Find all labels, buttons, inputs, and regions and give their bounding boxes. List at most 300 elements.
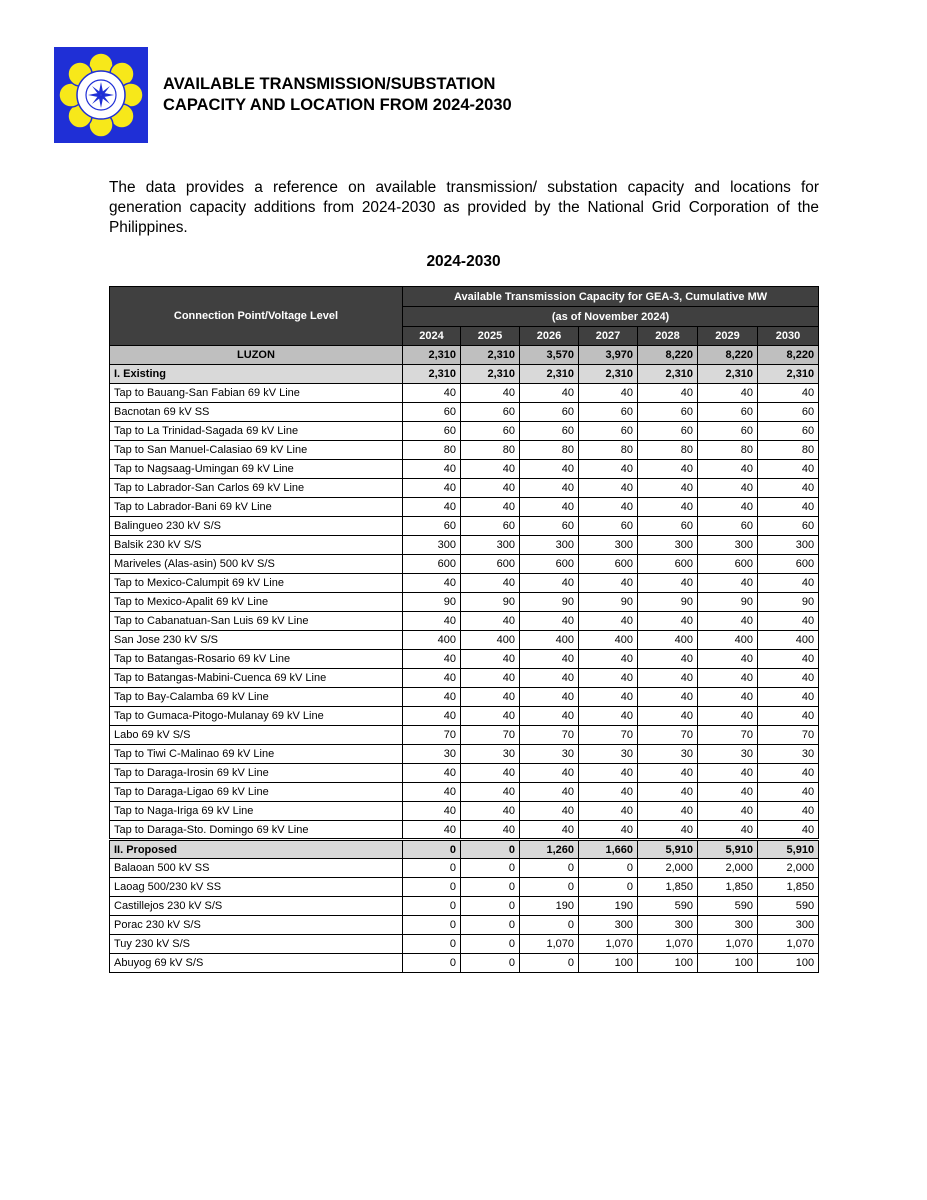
table-row-value: 0 xyxy=(520,954,579,973)
table-row-value: 40 xyxy=(461,764,520,783)
table-row-value: 40 xyxy=(698,707,758,726)
region-row-value: 8,220 xyxy=(758,346,819,365)
table-row-value: 40 xyxy=(520,802,579,821)
year-header-2025: 2025 xyxy=(461,327,520,346)
table-row-value: 40 xyxy=(698,650,758,669)
year-header-2029: 2029 xyxy=(698,327,758,346)
table-row-value: 40 xyxy=(758,612,819,631)
table-row-value: 40 xyxy=(520,574,579,593)
table-row-value: 40 xyxy=(579,574,638,593)
table-row-value: 40 xyxy=(579,669,638,688)
region-row-value: 8,220 xyxy=(638,346,698,365)
table-row-value: 40 xyxy=(520,821,579,840)
doe-seal-icon xyxy=(54,47,148,143)
table-row xyxy=(110,631,819,650)
table-row-value: 40 xyxy=(579,821,638,840)
table-row-value: 40 xyxy=(638,479,698,498)
table-row-value: 40 xyxy=(638,669,698,688)
table-row-value: 1,850 xyxy=(758,878,819,897)
table-row xyxy=(110,403,819,422)
table-row-value: 40 xyxy=(403,783,461,802)
section-row-value: 2,310 xyxy=(403,365,461,384)
table-row-value: 60 xyxy=(638,422,698,441)
table-row-value: 40 xyxy=(461,479,520,498)
table-row xyxy=(110,650,819,669)
table-row-value: 600 xyxy=(638,555,698,574)
table-row-value: 40 xyxy=(461,688,520,707)
table-row-value: 40 xyxy=(698,764,758,783)
table-row xyxy=(110,954,819,973)
table-row-value: 40 xyxy=(638,802,698,821)
table-row-value: 590 xyxy=(698,897,758,916)
table-row-value: 40 xyxy=(638,574,698,593)
table-row-value: 400 xyxy=(461,631,520,650)
table-row-value: 40 xyxy=(403,764,461,783)
table-row-value: 70 xyxy=(520,726,579,745)
table-row-value: 40 xyxy=(758,707,819,726)
table-row-value: 30 xyxy=(638,745,698,764)
table-row-label: Tap to Labrador-San Carlos 69 kV Line xyxy=(110,479,403,498)
table-row-value: 40 xyxy=(461,821,520,840)
table-row-value: 0 xyxy=(403,859,461,878)
year-header-2026: 2026 xyxy=(520,327,579,346)
table-row-value: 40 xyxy=(758,650,819,669)
capacity-table xyxy=(109,286,819,973)
table-row-value: 1,070 xyxy=(638,935,698,954)
section-row-label: II. Proposed xyxy=(110,840,403,859)
table-row-value: 40 xyxy=(520,669,579,688)
table-row-value: 40 xyxy=(698,669,758,688)
region-row-value: 2,310 xyxy=(461,346,520,365)
table-row-value: 40 xyxy=(403,821,461,840)
table-row-value: 70 xyxy=(403,726,461,745)
table-row-label: Tap to Batangas-Mabini-Cuenca 69 kV Line xyxy=(110,669,403,688)
table-row-value: 1,070 xyxy=(758,935,819,954)
table-row-value: 0 xyxy=(461,916,520,935)
table-row-value: 300 xyxy=(579,916,638,935)
table-row-label: Tap to Daraga-Ligao 69 kV Line xyxy=(110,783,403,802)
table-row-value: 300 xyxy=(698,536,758,555)
table-row-value: 70 xyxy=(461,726,520,745)
table-row-value: 590 xyxy=(638,897,698,916)
table-row-value: 40 xyxy=(403,707,461,726)
table-row-value: 0 xyxy=(461,897,520,916)
table-row-value: 70 xyxy=(758,726,819,745)
table-row xyxy=(110,726,819,745)
table-row-value: 90 xyxy=(758,593,819,612)
table-row-value: 40 xyxy=(698,498,758,517)
table-row-value: 40 xyxy=(698,688,758,707)
table-row xyxy=(110,859,819,878)
table-row xyxy=(110,441,819,460)
section-row-value: 5,910 xyxy=(698,840,758,859)
table-row-value: 300 xyxy=(579,536,638,555)
table-row-value: 40 xyxy=(579,498,638,517)
section-row-value: 2,310 xyxy=(579,365,638,384)
table-row-value: 60 xyxy=(638,403,698,422)
table-row-value: 60 xyxy=(638,517,698,536)
table-row-value: 2,000 xyxy=(638,859,698,878)
table-row-value: 40 xyxy=(461,783,520,802)
section-row-label: I. Existing xyxy=(110,365,403,384)
table-row-value: 40 xyxy=(638,460,698,479)
table-row-value: 40 xyxy=(579,384,638,403)
table-subtitle: 2024-2030 xyxy=(426,253,501,270)
table-row-value: 40 xyxy=(638,783,698,802)
table-row-value: 40 xyxy=(638,498,698,517)
table-row-value: 40 xyxy=(638,688,698,707)
table-row-value: 40 xyxy=(698,821,758,840)
table-row-value: 40 xyxy=(698,802,758,821)
capacity-group-header: Available Transmission Capacity for GEA-3, Cumulative MW xyxy=(403,287,819,307)
table-row-label: Tap to Bay-Calamba 69 kV Line xyxy=(110,688,403,707)
table-row-value: 40 xyxy=(758,821,819,840)
table-row-value: 600 xyxy=(698,555,758,574)
table-row-value: 40 xyxy=(520,688,579,707)
table-row-label: San Jose 230 kV S/S xyxy=(110,631,403,650)
table-row-value: 300 xyxy=(638,916,698,935)
year-header-2024: 2024 xyxy=(403,327,461,346)
region-row-value: 3,970 xyxy=(579,346,638,365)
table-row-label: Tap to Naga-Iriga 69 kV Line xyxy=(110,802,403,821)
region-row-value: 3,570 xyxy=(520,346,579,365)
table-row-value: 40 xyxy=(698,460,758,479)
table-row-value: 40 xyxy=(638,764,698,783)
table-row-value: 60 xyxy=(520,517,579,536)
table-row-value: 0 xyxy=(579,878,638,897)
table-row-value: 40 xyxy=(520,650,579,669)
table-row-label: Tap to Batangas-Rosario 69 kV Line xyxy=(110,650,403,669)
table-row xyxy=(110,935,819,954)
table-row-value: 2,000 xyxy=(758,859,819,878)
doe-logo xyxy=(54,47,148,143)
table-row-value: 190 xyxy=(579,897,638,916)
table-row-label: Castillejos 230 kV S/S xyxy=(110,897,403,916)
table-row-value: 40 xyxy=(758,669,819,688)
table-row-value: 40 xyxy=(403,384,461,403)
table-row-value: 30 xyxy=(461,745,520,764)
table-row-value: 40 xyxy=(403,688,461,707)
table-row xyxy=(110,669,819,688)
table-row-value: 30 xyxy=(758,745,819,764)
table-row-value: 40 xyxy=(758,574,819,593)
table-row-value: 40 xyxy=(579,764,638,783)
table-row-label: Tap to Labrador-Bani 69 kV Line xyxy=(110,498,403,517)
table-row xyxy=(110,517,819,536)
year-header-2030: 2030 xyxy=(758,327,819,346)
table-row-value: 300 xyxy=(461,536,520,555)
table-row-value: 80 xyxy=(461,441,520,460)
table-row-value: 0 xyxy=(461,954,520,973)
table-row-value: 60 xyxy=(758,403,819,422)
table-row xyxy=(110,479,819,498)
table-row-value: 60 xyxy=(403,517,461,536)
table-row-value: 80 xyxy=(698,441,758,460)
table-row-value: 40 xyxy=(403,802,461,821)
table-body xyxy=(110,346,819,973)
table-row-value: 90 xyxy=(520,593,579,612)
table-row-value: 80 xyxy=(520,441,579,460)
table-row-label: Tap to Nagsaag-Umingan 69 kV Line xyxy=(110,460,403,479)
table-row-value: 300 xyxy=(698,916,758,935)
table-row-value: 40 xyxy=(698,479,758,498)
table-row-value: 300 xyxy=(403,536,461,555)
table-row-value: 60 xyxy=(403,422,461,441)
section-row xyxy=(110,840,819,859)
table-row-value: 40 xyxy=(461,650,520,669)
table-row-label: Tap to San Manuel-Calasiao 69 kV Line xyxy=(110,441,403,460)
table-row-value: 600 xyxy=(520,555,579,574)
table-row-value: 0 xyxy=(403,878,461,897)
table-row xyxy=(110,764,819,783)
table-row-value: 0 xyxy=(403,954,461,973)
table-row-value: 30 xyxy=(403,745,461,764)
title-line-2: CAPACITY AND LOCATION FROM 2024-2030 xyxy=(163,96,512,114)
table-row-value: 30 xyxy=(579,745,638,764)
table-row-label: Tap to Mexico-Apalit 69 kV Line xyxy=(110,593,403,612)
table-row-value: 40 xyxy=(758,460,819,479)
table-row-value: 40 xyxy=(579,460,638,479)
table-row-value: 190 xyxy=(520,897,579,916)
table-row-value: 40 xyxy=(698,783,758,802)
table-row-value: 100 xyxy=(579,954,638,973)
table-row-value: 40 xyxy=(461,384,520,403)
table-row-value: 80 xyxy=(403,441,461,460)
table-row-value: 60 xyxy=(698,422,758,441)
table-row-value: 100 xyxy=(758,954,819,973)
table-row-label: Tap to Gumaca-Pitogo-Mulanay 69 kV Line xyxy=(110,707,403,726)
table-row-value: 80 xyxy=(579,441,638,460)
capacity-group-subheader: (as of November 2024) xyxy=(403,307,819,327)
section-row-value: 5,910 xyxy=(758,840,819,859)
section-row xyxy=(110,365,819,384)
table-row-label: Labo 69 kV S/S xyxy=(110,726,403,745)
table-row-value: 40 xyxy=(461,460,520,479)
table-row-value: 40 xyxy=(403,498,461,517)
table-row-value: 300 xyxy=(638,536,698,555)
table-row-value: 40 xyxy=(403,479,461,498)
table-row xyxy=(110,802,819,821)
table-row-value: 0 xyxy=(461,859,520,878)
table-row xyxy=(110,878,819,897)
table-row-value: 400 xyxy=(520,631,579,650)
table-row xyxy=(110,897,819,916)
table-row-value: 1,850 xyxy=(638,878,698,897)
table-row-value: 60 xyxy=(698,517,758,536)
table-row-value: 1,070 xyxy=(698,935,758,954)
table-row xyxy=(110,688,819,707)
table-row-value: 40 xyxy=(579,707,638,726)
table-row-value: 40 xyxy=(461,669,520,688)
section-row-value: 0 xyxy=(403,840,461,859)
table-row-value: 590 xyxy=(758,897,819,916)
table-row-value: 40 xyxy=(520,460,579,479)
table-row xyxy=(110,422,819,441)
table-row-value: 1,070 xyxy=(579,935,638,954)
table-row-value: 80 xyxy=(638,441,698,460)
table-row xyxy=(110,574,819,593)
table-row-value: 60 xyxy=(579,422,638,441)
intro-paragraph: The data provides a reference on available transmission/ substation capacity and locations for generation capacity additions from 2024-2030 as provided by the National Grid Corporation of the Philippines. xyxy=(109,179,819,236)
table-row-value: 40 xyxy=(638,650,698,669)
table-row-value: 40 xyxy=(638,612,698,631)
table-row-value: 60 xyxy=(461,517,520,536)
table-row-value: 40 xyxy=(403,612,461,631)
table-row xyxy=(110,916,819,935)
table-row-value: 0 xyxy=(461,935,520,954)
table-row-label: Balingueo 230 kV S/S xyxy=(110,517,403,536)
table-row-value: 0 xyxy=(520,916,579,935)
table-row-value: 90 xyxy=(638,593,698,612)
table-row-value: 40 xyxy=(520,384,579,403)
table-row-value: 40 xyxy=(758,384,819,403)
table-row-label: Tap to Daraga-Irosin 69 kV Line xyxy=(110,764,403,783)
table-row xyxy=(110,498,819,517)
table-row-value: 60 xyxy=(461,422,520,441)
table-row-value: 40 xyxy=(638,821,698,840)
region-row-label: LUZON xyxy=(110,346,403,365)
table-row-value: 90 xyxy=(698,593,758,612)
table-row xyxy=(110,460,819,479)
table-row xyxy=(110,783,819,802)
table-row-value: 70 xyxy=(698,726,758,745)
table-row-value: 0 xyxy=(403,935,461,954)
table-row-value: 60 xyxy=(520,403,579,422)
table-row-value: 40 xyxy=(403,650,461,669)
table-row-value: 60 xyxy=(461,403,520,422)
table-row-value: 40 xyxy=(520,612,579,631)
table-row-value: 40 xyxy=(758,802,819,821)
table-row-value: 40 xyxy=(579,783,638,802)
table-row-value: 40 xyxy=(461,574,520,593)
table-row xyxy=(110,745,819,764)
region-row xyxy=(110,346,819,365)
table-row xyxy=(110,536,819,555)
table-row-value: 80 xyxy=(758,441,819,460)
table-row-value: 70 xyxy=(579,726,638,745)
region-row-value: 2,310 xyxy=(403,346,461,365)
table-row-value: 60 xyxy=(758,517,819,536)
table-row-value: 60 xyxy=(579,403,638,422)
table-row-value: 40 xyxy=(698,384,758,403)
table-row-label: Tap to Daraga-Sto. Domingo 69 kV Line xyxy=(110,821,403,840)
table-row-value: 40 xyxy=(758,479,819,498)
table-row-value: 40 xyxy=(520,479,579,498)
section-row-value: 5,910 xyxy=(638,840,698,859)
table-row-value: 100 xyxy=(638,954,698,973)
table-row-value: 40 xyxy=(461,707,520,726)
section-row-value: 2,310 xyxy=(758,365,819,384)
table-row-value: 600 xyxy=(758,555,819,574)
table-row-value: 400 xyxy=(638,631,698,650)
table-row-value: 40 xyxy=(758,498,819,517)
table-row-value: 60 xyxy=(403,403,461,422)
table-row-label: Tuy 230 kV S/S xyxy=(110,935,403,954)
table-row-value: 60 xyxy=(579,517,638,536)
section-row-value: 0 xyxy=(461,840,520,859)
table-row-label: Tap to Mexico-Calumpit 69 kV Line xyxy=(110,574,403,593)
table-row-label: Tap to Bauang-San Fabian 69 kV Line xyxy=(110,384,403,403)
table-row xyxy=(110,707,819,726)
table-row-value: 40 xyxy=(461,498,520,517)
section-row-value: 2,310 xyxy=(520,365,579,384)
table-row-value: 60 xyxy=(758,422,819,441)
year-header-2027: 2027 xyxy=(579,327,638,346)
table-row-value: 40 xyxy=(758,783,819,802)
table-row xyxy=(110,821,819,840)
table-row-value: 40 xyxy=(520,707,579,726)
connection-point-header: Connection Point/Voltage Level xyxy=(110,287,403,346)
table-row-label: Tap to Tiwi C-Malinao 69 kV Line xyxy=(110,745,403,764)
table-row-label: Balaoan 500 kV SS xyxy=(110,859,403,878)
section-row-value: 2,310 xyxy=(461,365,520,384)
table-row-label: Laoag 500/230 kV SS xyxy=(110,878,403,897)
table-row-value: 300 xyxy=(758,916,819,935)
table-row-value: 0 xyxy=(461,878,520,897)
table-row-label: Porac 230 kV S/S xyxy=(110,916,403,935)
table-row xyxy=(110,555,819,574)
section-row-value: 2,310 xyxy=(698,365,758,384)
table-row-value: 40 xyxy=(403,669,461,688)
table-row-value: 40 xyxy=(698,574,758,593)
table-row-value: 40 xyxy=(461,612,520,631)
table-row-value: 40 xyxy=(579,612,638,631)
table-row-value: 60 xyxy=(698,403,758,422)
table-row-value: 40 xyxy=(403,574,461,593)
section-row-value: 1,660 xyxy=(579,840,638,859)
table-row-value: 90 xyxy=(403,593,461,612)
table-row-value: 400 xyxy=(403,631,461,650)
table-row-value: 0 xyxy=(520,878,579,897)
table-row-value: 40 xyxy=(638,707,698,726)
table-row-value: 600 xyxy=(461,555,520,574)
table-row-value: 300 xyxy=(758,536,819,555)
table-row-value: 600 xyxy=(403,555,461,574)
year-header-2028: 2028 xyxy=(638,327,698,346)
table-row-value: 0 xyxy=(403,916,461,935)
table-row-value: 40 xyxy=(758,688,819,707)
table-row-label: Tap to La Trinidad-Sagada 69 kV Line xyxy=(110,422,403,441)
table-row-value: 90 xyxy=(579,593,638,612)
table-row-value: 30 xyxy=(520,745,579,764)
table-row xyxy=(110,384,819,403)
table-row-value: 40 xyxy=(520,498,579,517)
table-row-value: 40 xyxy=(638,384,698,403)
table-row-value: 40 xyxy=(579,650,638,669)
section-row-value: 2,310 xyxy=(638,365,698,384)
table-row-value: 40 xyxy=(520,783,579,802)
table-row-value: 0 xyxy=(520,859,579,878)
table-row-value: 60 xyxy=(520,422,579,441)
table-row-value: 400 xyxy=(698,631,758,650)
table-row-value: 400 xyxy=(579,631,638,650)
table-row-label: Mariveles (Alas-asin) 500 kV S/S xyxy=(110,555,403,574)
title-line-1: AVAILABLE TRANSMISSION/SUBSTATION xyxy=(163,75,496,93)
table-row-label: Tap to Cabanatuan-San Luis 69 kV Line xyxy=(110,612,403,631)
table-row xyxy=(110,593,819,612)
table-row-value: 40 xyxy=(579,479,638,498)
region-row-value: 8,220 xyxy=(698,346,758,365)
table-row-value: 40 xyxy=(758,764,819,783)
table-row-value: 70 xyxy=(638,726,698,745)
table-row-value: 40 xyxy=(403,460,461,479)
table-row-value: 300 xyxy=(520,536,579,555)
document-title xyxy=(163,74,512,116)
table-row-label: Balsik 230 kV S/S xyxy=(110,536,403,555)
table-row-value: 1,070 xyxy=(520,935,579,954)
table-row-value: 40 xyxy=(520,764,579,783)
table-row-value: 1,850 xyxy=(698,878,758,897)
